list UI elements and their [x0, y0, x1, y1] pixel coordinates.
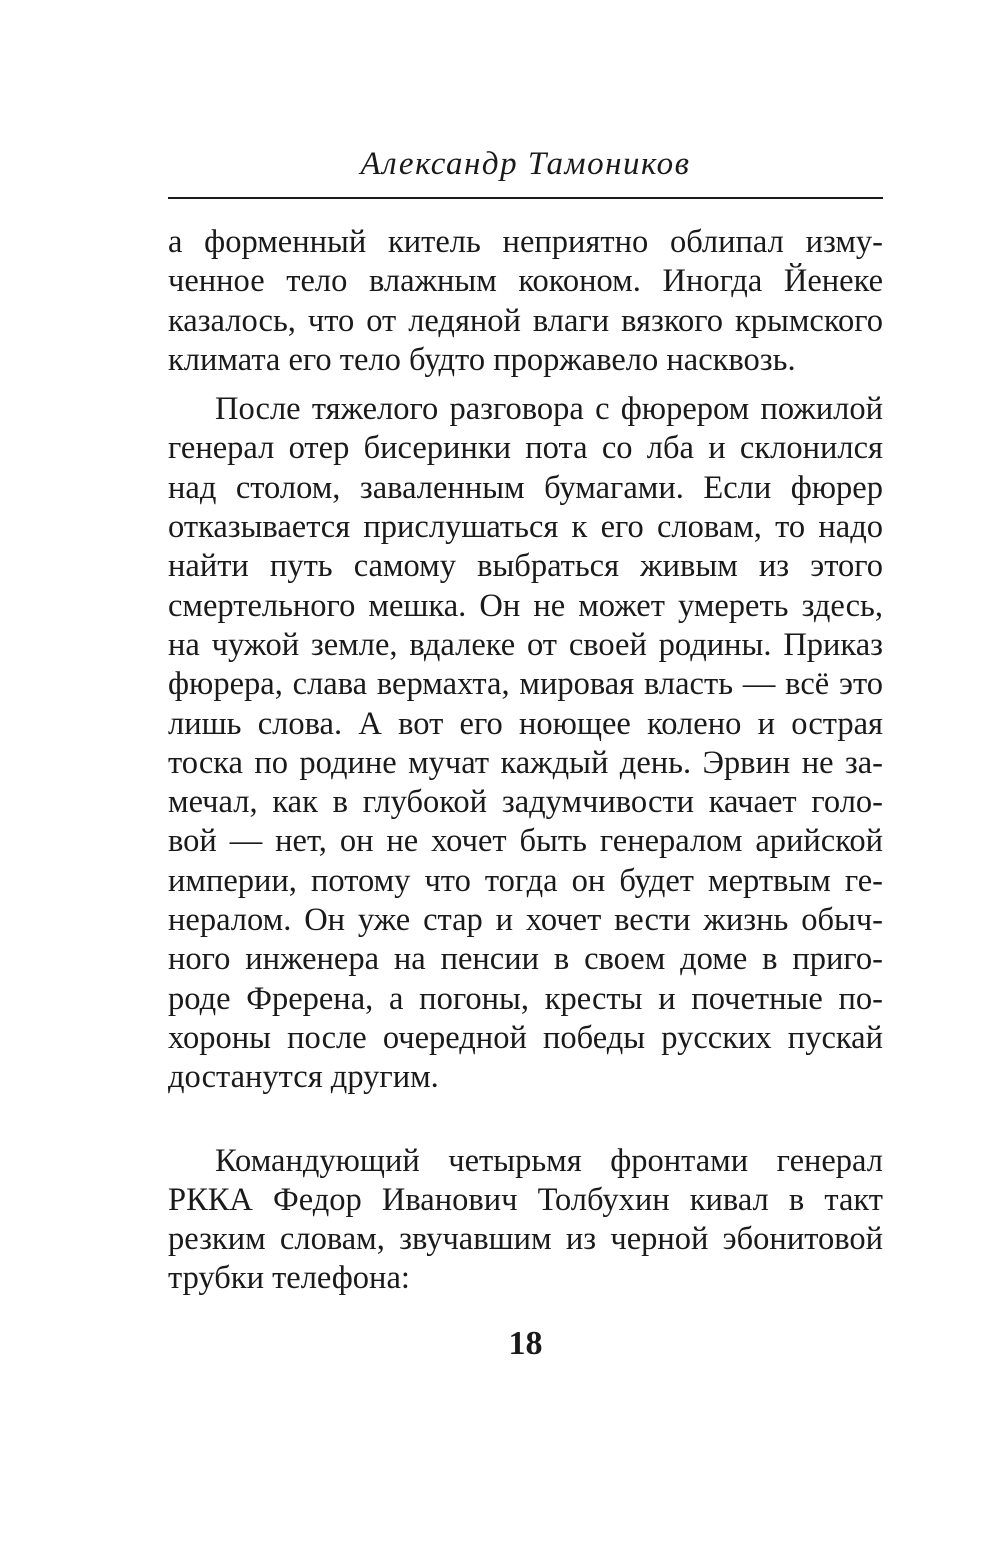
text-line: нералом. Он уже стар и хочет вести жизнь обыч-	[168, 902, 883, 939]
text-line: тоска по родине мучат каждый день. Эрвин не за-	[168, 744, 883, 781]
body-text	[168, 223, 883, 1299]
text-line: найти путь самому выбраться живым из этого	[168, 548, 883, 585]
text-line: а форменный китель неприятно облипал изму-	[168, 224, 883, 260]
page-number: 18	[508, 1325, 543, 1362]
text-line: После тяжелого разговора с фюрером пожилой	[215, 391, 883, 428]
text-line: хороны после очередной победы русских пускай	[168, 1019, 883, 1056]
text-line: трубки телефона:	[168, 1260, 410, 1297]
text-line: над столом, заваленным бумагами. Если фюрер	[168, 469, 883, 506]
paragraph-2	[168, 390, 883, 1097]
text-line: отказывается прислушаться к его словам, то надо	[168, 509, 883, 546]
text-line: империи, потому что тогда он будет мертвым ге-	[168, 862, 883, 899]
text-line: резким словам, звучавшим из черной эбонитовой	[168, 1221, 883, 1258]
text-line: вой — нет, он не хочет быть генералом арийской	[168, 823, 883, 860]
running-head-author: Александр Тамоников	[360, 146, 691, 182]
text-line: Командующий четырьмя фронтами генерал	[215, 1142, 883, 1179]
header-rule	[168, 197, 883, 199]
text-line: смертельного мешка. Он не может умереть здесь,	[168, 587, 883, 624]
text-line: достанутся другим.	[168, 1059, 439, 1096]
text-line: казалось, что от ледяной влаги вязкого крымского	[168, 302, 883, 339]
text-line: на чужой земле, вдалеке от своей родины. Приказ	[168, 626, 883, 663]
text-line: ченное тело влажным коконом. Иногда Йенеке	[168, 263, 883, 300]
text-line: мечал, как в глубокой задумчивости качает голо-	[168, 784, 883, 821]
text-line: роде Фререна, а погоны, кресты и почетные по-	[168, 980, 883, 1017]
paragraph-1	[168, 223, 883, 380]
text-line: генерал отер бисеринки пота со лба и склонился	[168, 430, 883, 467]
scene-break-gap	[168, 1098, 883, 1142]
text-line: ного инженера на пенсии в своем доме в приго-	[168, 941, 883, 978]
text-line: климата его тело будто проржавело насквозь.	[168, 341, 796, 378]
text-line: лишь слова. А вот его ноющее колено и острая	[168, 705, 883, 742]
text-line: фюрера, слава вермахта, мировая власть — всё это	[168, 666, 883, 703]
paragraph-3	[168, 1142, 883, 1299]
text-line: РККА Федор Иванович Толбухин кивал в такт	[168, 1181, 883, 1218]
paragraph-gap	[168, 380, 883, 390]
